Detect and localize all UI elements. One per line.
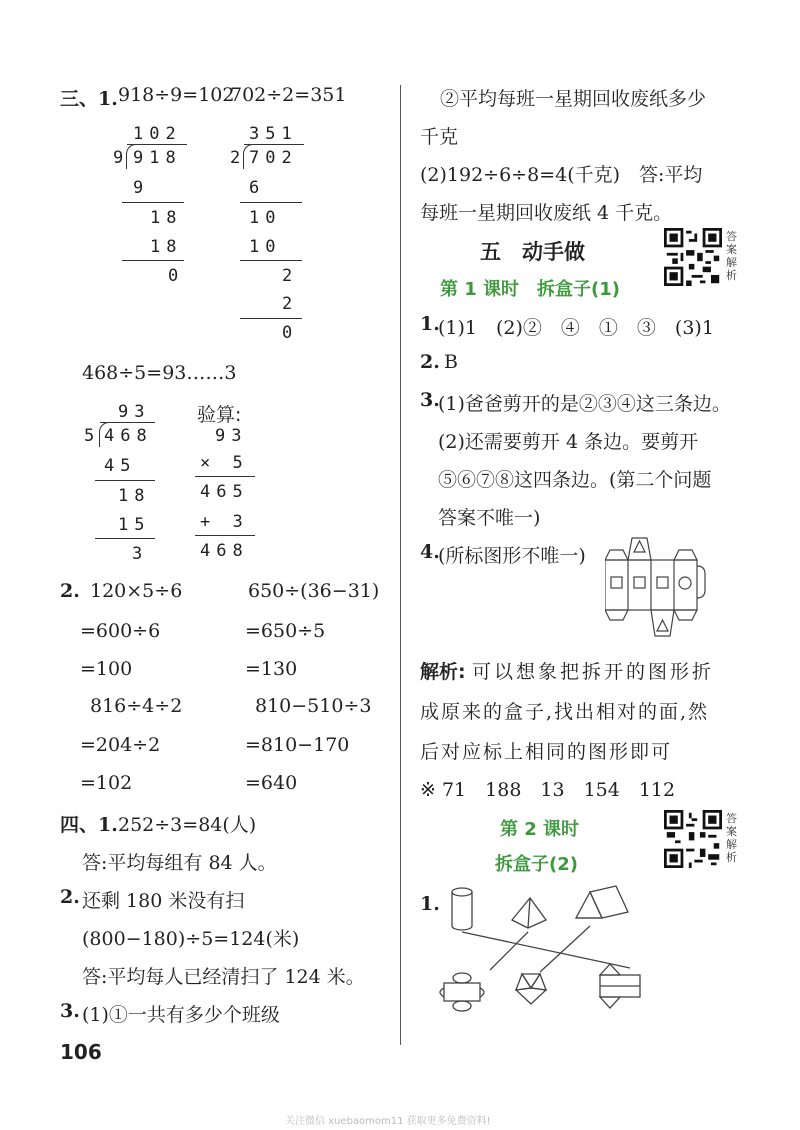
calc-line: 816÷4÷2 bbox=[90, 695, 183, 717]
equation: 468÷5=93……3 bbox=[82, 362, 237, 384]
answer-line: 每班一星期回收废纸 4 千克。 bbox=[420, 202, 673, 224]
calc-line: =204÷2 bbox=[80, 734, 161, 756]
answer-line: (1)1 (2)② ④ ① ③ (3)1 bbox=[438, 317, 714, 339]
section-3-label: 三、1. bbox=[60, 88, 118, 110]
calc-line: 650÷(36−31) bbox=[248, 580, 380, 602]
question-number: 2. bbox=[60, 580, 80, 602]
analysis-line: 可以想象把拆开的图形折 bbox=[472, 661, 715, 683]
answer-line: (800−180)÷5=124(米) bbox=[82, 928, 300, 950]
box-net-diagram bbox=[605, 532, 710, 642]
question-number: 2. bbox=[420, 351, 440, 373]
qr-code-icon[interactable] bbox=[664, 228, 722, 286]
calc-line: =650÷5 bbox=[245, 620, 326, 642]
question-number: 3. bbox=[420, 389, 440, 411]
qr-label: 答案解析 bbox=[726, 230, 737, 282]
qr-code-icon[interactable] bbox=[664, 810, 722, 868]
answer-line: (1)爸爸剪开的是②③④这三条边。 bbox=[438, 393, 731, 415]
page-number: 106 bbox=[60, 1040, 102, 1064]
analysis-line: 成原来的盒子,找出相对的面,然 bbox=[420, 701, 710, 723]
answer-line: (所标图形不唯一) bbox=[438, 545, 586, 567]
answer-line: 答:平均每组有 84 人。 bbox=[82, 852, 277, 874]
question-number: 3. bbox=[60, 1000, 80, 1022]
bonus-answers: ※ 71 188 13 154 112 bbox=[420, 779, 676, 801]
answer-line: 答案不唯一) bbox=[438, 507, 541, 529]
footer-watermark: 关注微信 xuebaomom11 获取更多免费资料! bbox=[285, 1116, 491, 1127]
analysis-line: 后对应标上相同的图形即可 bbox=[420, 741, 673, 763]
calc-line: =130 bbox=[245, 658, 298, 680]
question-number: 4. bbox=[420, 541, 440, 563]
answer-line: B bbox=[444, 351, 458, 373]
answer-line: (2)还需要剪开 4 条边。要剪开 bbox=[438, 431, 699, 453]
calc-line: =640 bbox=[245, 772, 298, 794]
calc-line: =100 bbox=[80, 658, 133, 680]
lesson-2-title: 第 2 课时 bbox=[500, 819, 580, 840]
shape-matching-diagram bbox=[430, 880, 750, 1030]
answer-line: 千克 bbox=[420, 126, 459, 148]
answer-line: ⑤⑥⑦⑧这四条边。(第二个问题 bbox=[438, 469, 712, 491]
answer-line: 252÷3=84(人) bbox=[118, 814, 257, 836]
answer-line: 还剩 180 米没有扫 bbox=[82, 890, 245, 912]
equation: 918÷9=102 bbox=[118, 84, 235, 106]
answer-line: 答:平均每人已经清扫了 124 米。 bbox=[82, 966, 365, 988]
lesson-1-title: 第 1 课时 拆盒子(1) bbox=[440, 279, 621, 300]
section-5-title: 五 动手做 bbox=[480, 240, 585, 264]
lesson-2-subtitle: 拆盒子(2) bbox=[495, 854, 578, 875]
column-divider bbox=[400, 85, 401, 1045]
calc-line: =102 bbox=[80, 772, 133, 794]
analysis-label: 解析: bbox=[420, 661, 466, 683]
calc-line: 810−510÷3 bbox=[255, 695, 372, 717]
section-4-label: 四、1. bbox=[60, 814, 118, 836]
question-number: 2. bbox=[60, 886, 80, 908]
calc-line: =810−170 bbox=[245, 734, 350, 756]
qr-label: 答案解析 bbox=[726, 812, 737, 864]
equation: 702÷2=351 bbox=[230, 84, 347, 106]
question-number: 1. bbox=[420, 893, 440, 915]
question-number: 1. bbox=[420, 313, 440, 335]
calc-line: 120×5÷6 bbox=[90, 580, 183, 602]
answer-line: (2)192÷6÷8=4(千克) 答:平均 bbox=[420, 164, 703, 186]
answer-line: ②平均每班一星期回收废纸多少 bbox=[440, 88, 707, 110]
answer-line: (1)①一共有多少个班级 bbox=[82, 1004, 280, 1026]
calc-line: =600÷6 bbox=[80, 620, 161, 642]
